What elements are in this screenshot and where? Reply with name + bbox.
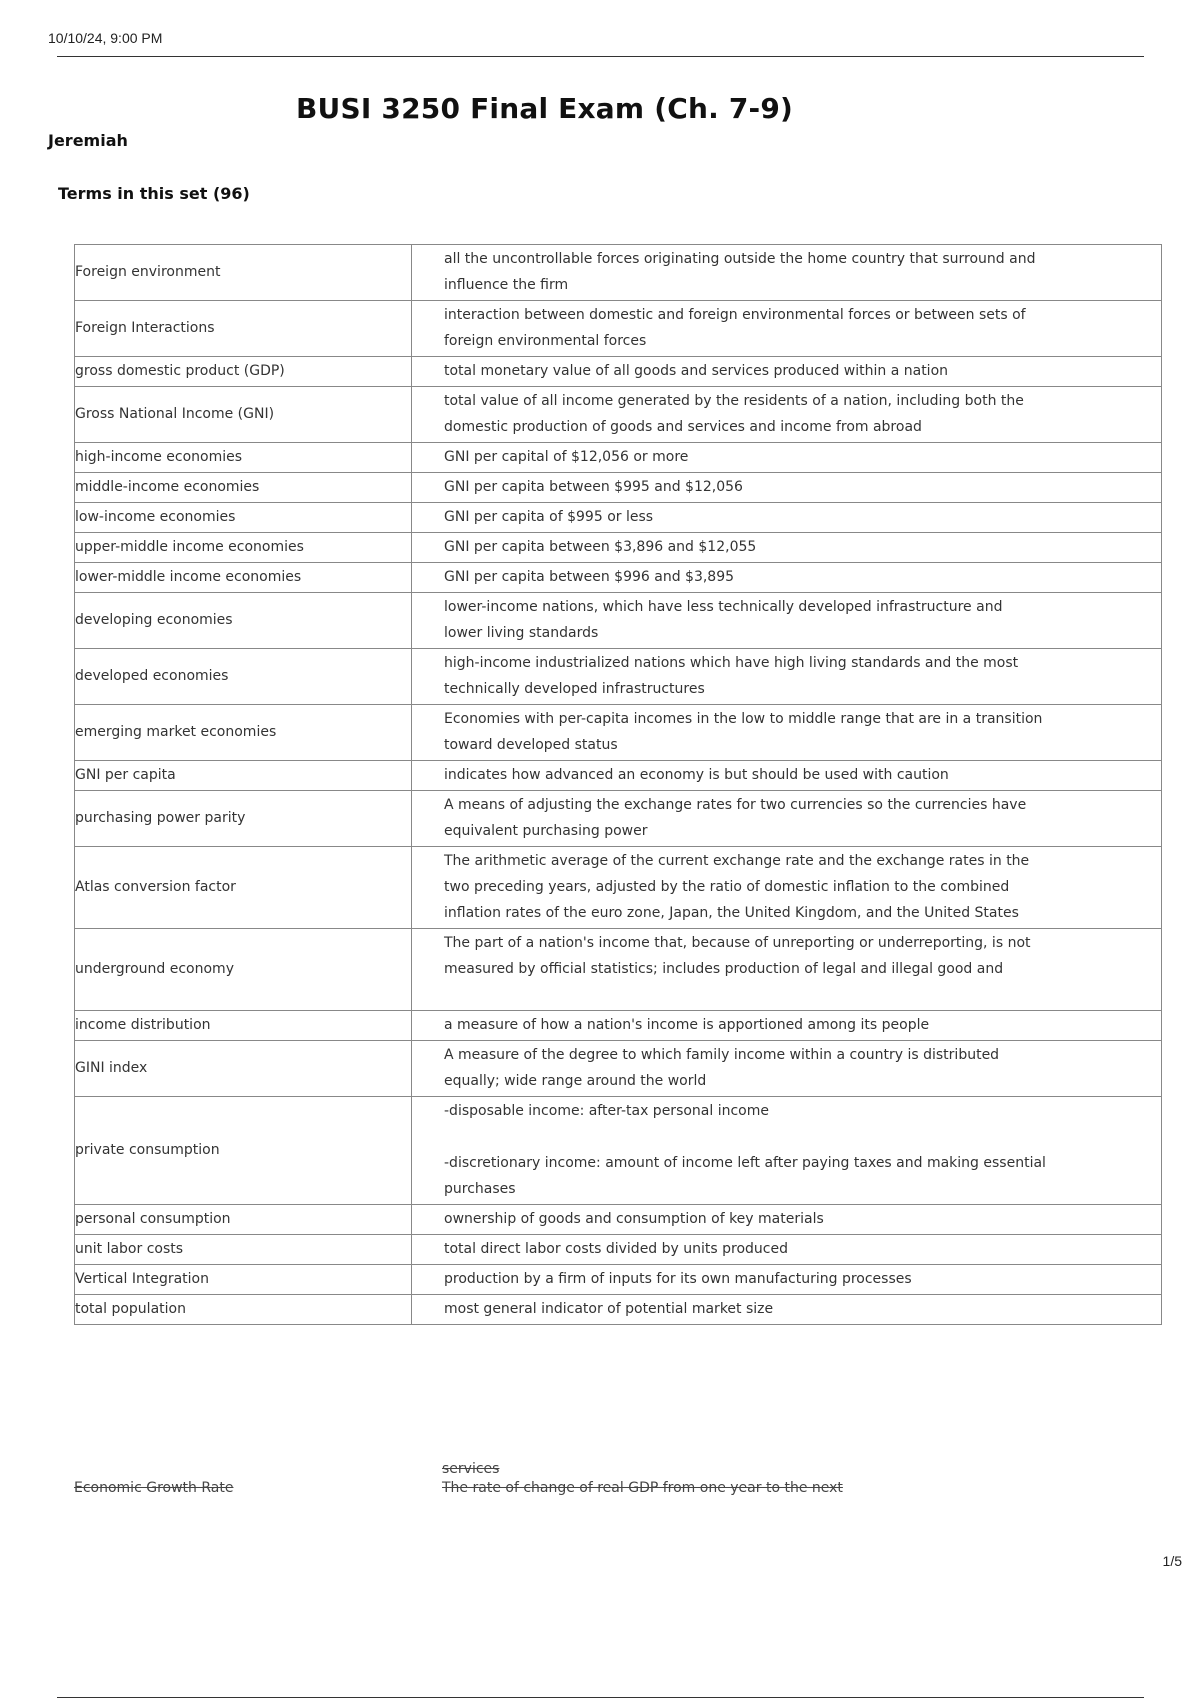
term-cell: GINI index (75, 1041, 412, 1097)
definition-line: Economies with per-capita incomes in the low to middle range that are in a transition (444, 711, 1043, 727)
definition-line: high-income industrialized nations which have high living standards and the most (444, 655, 1019, 671)
author-name: Jeremiah (48, 131, 128, 150)
term-cell: purchasing power parity (75, 791, 412, 847)
definition-line: measured by official statistics; includes production of legal and illegal good and (444, 961, 1004, 977)
definition-line: toward developed status (444, 737, 618, 753)
definition-cell (412, 929, 1162, 1011)
definition-line: GNI per capita between $3,896 and $12,055 (444, 539, 757, 555)
term-cell: Vertical Integration (75, 1265, 412, 1295)
definition-line: GNI per capital of $12,056 or more (444, 449, 689, 465)
definition-line: lower living standards (444, 625, 599, 641)
table-row (75, 1205, 1162, 1235)
table-row (75, 357, 1162, 387)
table-row (75, 301, 1162, 357)
definition-cell (412, 847, 1162, 929)
term-cell: developing economies (75, 593, 412, 649)
definition-cell (412, 761, 1162, 791)
definition-line: -discretionary income: amount of income left after paying taxes and making essential (444, 1155, 1046, 1171)
definition-cell (412, 473, 1162, 503)
definition-line: inflation rates of the euro zone, Japan, the United Kingdom, and the United States (444, 905, 1019, 921)
table-row (75, 761, 1162, 791)
definition-cell (412, 705, 1162, 761)
definition-line (444, 1124, 1091, 1150)
term-cell: emerging market economies (75, 705, 412, 761)
table-row (75, 593, 1162, 649)
definition-line: A measure of the degree to which family income within a country is distributed (444, 1047, 1000, 1063)
term-cell: gross domestic product (GDP) (75, 357, 412, 387)
definition-cell (412, 533, 1162, 563)
table-row (75, 791, 1162, 847)
definition-line: influence the firm (444, 277, 569, 293)
definition-line: foreign environmental forces (444, 333, 647, 349)
timestamp: 10/10/24, 9:00 PM (48, 30, 163, 46)
term-cell: upper-middle income economies (75, 533, 412, 563)
definition-line: technically developed infrastructures (444, 681, 705, 697)
term-cell: Gross National Income (GNI) (75, 387, 412, 443)
definition-line: GNI per capita between $995 and $12,056 (444, 479, 743, 495)
definition-line: ownership of goods and consumption of key materials (444, 1211, 824, 1227)
term-cell: developed economies (75, 649, 412, 705)
table-row (75, 1235, 1162, 1265)
table-row (75, 1011, 1162, 1041)
definition-cell (412, 1205, 1162, 1235)
table-row (75, 1097, 1162, 1205)
page-title: BUSI 3250 Final Exam (Ch. 7-9) (296, 92, 794, 125)
definition-line: equally; wide range around the world (444, 1073, 707, 1089)
definition-cell (412, 443, 1162, 473)
term-cell: unit labor costs (75, 1235, 412, 1265)
table-row (75, 443, 1162, 473)
definition-line: total value of all income generated by the residents of a nation, including both the (444, 393, 1024, 409)
definition-cell (412, 593, 1162, 649)
definition-cell (412, 1295, 1162, 1325)
term-cell: high-income economies (75, 443, 412, 473)
definition-line: The arithmetic average of the current exchange rate and the exchange rates in the (444, 853, 1030, 869)
overflow-strip (0, 1461, 1200, 1497)
table-row (75, 245, 1162, 301)
term-cell: low-income economies (75, 503, 412, 533)
term-cell: income distribution (75, 1011, 412, 1041)
top-divider (57, 56, 1144, 57)
term-cell: middle-income economies (75, 473, 412, 503)
term-cell: private consumption (75, 1097, 412, 1205)
definition-line: -disposable income: after-tax personal income (444, 1103, 769, 1119)
table-row (75, 649, 1162, 705)
cut-off-word: services (442, 1461, 500, 1477)
definition-cell (412, 649, 1162, 705)
definition-cell (412, 245, 1162, 301)
struck-term: Economic Growth Rate (74, 1480, 234, 1496)
definition-line: all the uncontrollable forces originating outside the home country that surround and (444, 251, 1036, 267)
table-row (75, 503, 1162, 533)
table-row (75, 563, 1162, 593)
table-row (75, 387, 1162, 443)
table-row (75, 1265, 1162, 1295)
term-cell: lower-middle income economies (75, 563, 412, 593)
term-cell: total population (75, 1295, 412, 1325)
definition-cell (412, 791, 1162, 847)
definition-line: production by a firm of inputs for its own manufacturing processes (444, 1271, 912, 1287)
struck-definition: The rate of change of real GDP from one year to the next (442, 1480, 843, 1496)
term-cell: Foreign environment (75, 245, 412, 301)
terms-set-heading: Terms in this set (96) (58, 184, 250, 203)
term-cell: Atlas conversion factor (75, 847, 412, 929)
definition-cell (412, 301, 1162, 357)
definition-line: total monetary value of all goods and services produced within a nation (444, 363, 949, 379)
definition-line: GNI per capita of $995 or less (444, 509, 654, 525)
table-row (75, 1295, 1162, 1325)
definition-line: two preceding years, adjusted by the ratio of domestic inflation to the combined (444, 879, 1010, 895)
definition-line: indicates how advanced an economy is but should be used with caution (444, 767, 949, 783)
definition-cell (412, 1097, 1162, 1205)
definition-line: most general indicator of potential market size (444, 1301, 774, 1317)
table-row (75, 705, 1162, 761)
definition-line: domestic production of goods and services and income from abroad (444, 419, 922, 435)
definition-cell (412, 357, 1162, 387)
definition-cell (412, 1041, 1162, 1097)
definition-cell (412, 1265, 1162, 1295)
table-row (75, 847, 1162, 929)
definition-line: purchases (444, 1181, 516, 1197)
table-row (75, 533, 1162, 563)
term-cell: Foreign Interactions (75, 301, 412, 357)
definition-line: GNI per capita between $996 and $3,895 (444, 569, 735, 585)
table-row (75, 929, 1162, 1011)
definition-cell (412, 503, 1162, 533)
table-row (75, 1041, 1162, 1097)
bottom-divider (57, 1697, 1144, 1698)
definition-cell (412, 563, 1162, 593)
definition-cell (412, 1011, 1162, 1041)
definition-line: lower-income nations, which have less technically developed infrastructure and (444, 599, 1003, 615)
definition-line: equivalent purchasing power (444, 823, 648, 839)
definition-cell (412, 387, 1162, 443)
terms-table-body (75, 245, 1162, 1325)
table-row (75, 473, 1162, 503)
term-cell: personal consumption (75, 1205, 412, 1235)
terms-table (74, 244, 1162, 1325)
definition-cell (412, 1235, 1162, 1265)
definition-line: total direct labor costs divided by units produced (444, 1241, 788, 1257)
definition-line: interaction between domestic and foreign environmental forces or between sets of (444, 307, 1026, 323)
definition-line: A means of adjusting the exchange rates for two currencies so the currencies have (444, 797, 1027, 813)
definition-line: a measure of how a nation's income is apportioned among its people (444, 1017, 930, 1033)
definition-line: The part of a nation's income that, because of unreporting or underreporting, is not (444, 935, 1031, 951)
definition-line (444, 982, 1091, 1008)
term-cell: underground economy (75, 929, 412, 1011)
page-number: 1/5 (1162, 1553, 1182, 1569)
term-cell: GNI per capita (75, 761, 412, 791)
